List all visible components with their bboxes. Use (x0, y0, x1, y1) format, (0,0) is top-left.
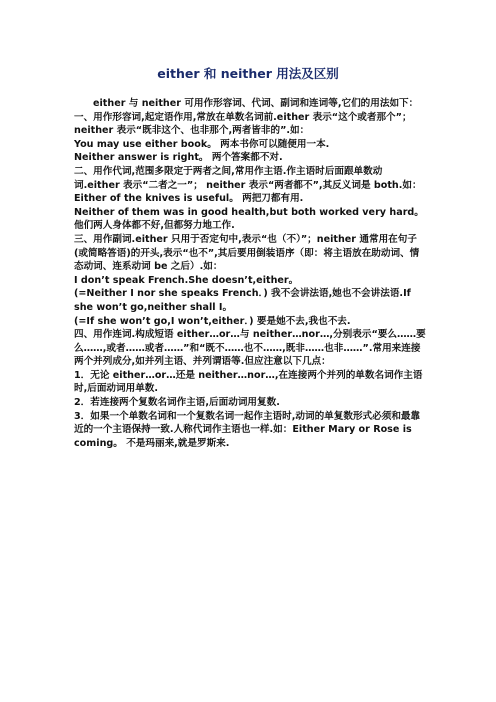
paragraph-example: Either of the knives is useful。 两把刀都有用. (74, 193, 304, 205)
paragraph-section-3: 三、用作副词.either 只用于否定句中,表示“也（不）”；neither 通常用在句子(或简略答语)的开头,表示“也不”,其后要用倒装语序（即：将主语放在助动词、情态动词、连系动词 be 之后）.如： (74, 233, 420, 273)
paragraph-section-1: 一、用作形容词,起定语作用,常放在单数名词前.either 表示“这个或者那个”；neither 表示“既非这个、也非那个,两者皆非的”.如： (74, 111, 412, 137)
paragraph-example: I don’t speak French.She doesn’t,either。 (74, 274, 299, 286)
paragraph-note-2: 2．若连接两个复数名词作主语,后面动词用复数. (74, 397, 280, 409)
paragraph-section-4: 四、用作连词.构成短语 either…or…与 neither…nor…,分别表示“要么……要么……,或者……或者……”和“既不……也不……,既非……也非……”.常用来连接两个并列成分,如并列主语、并列谓语等.但应注意以下几点： (74, 329, 426, 368)
paragraph-note-3: 3．如果一个单数名词和一个复数名词一起作主语时,动词的单复数形式必须和最靠近的一个主语保持一致.人称代词作主语也一样.如：Either Mary or Rose is coming。 不是玛丽来,就是罗斯来. (74, 410, 421, 449)
paragraph-example: (=If she won’t go,I won’t,either．) 要是她不去,我也不去. (74, 315, 351, 327)
paragraph-intro: either 与 neither 可用作形容词、代词、副词和连词等,它们的用法如下： (93, 98, 419, 109)
paragraph-example: (=Neither I nor she speaks French．) 我不会讲法语,她也不会讲法语.If she won’t go,neither shall I。 (74, 288, 411, 313)
document-body (74, 97, 426, 450)
paragraph-example: Neither answer is right。 两个答案都不对. (74, 152, 283, 164)
document-title: either 和 neither 用法及区别 (157, 66, 339, 81)
paragraph-example: Neither of them was in good health,but both worked very hard。 他们两人身体都不好,但都努力地工作. (74, 206, 424, 232)
paragraph-note-1: 1．无论 either…or…还是 neither…nor…,在连接两个并列的单数名词作主语时,后面动词用单数. (74, 369, 423, 395)
paragraph-section-2: 二、用作代词,范围多限定于两者之间,常用作主语.作主语时后面跟单数动词.either 表示“二者之一”； neither 表示“两者都不”,其反义词是 both.如： (74, 165, 422, 191)
paragraph-example: You may use either book。 两本书你可以随便用一本. (74, 138, 330, 150)
